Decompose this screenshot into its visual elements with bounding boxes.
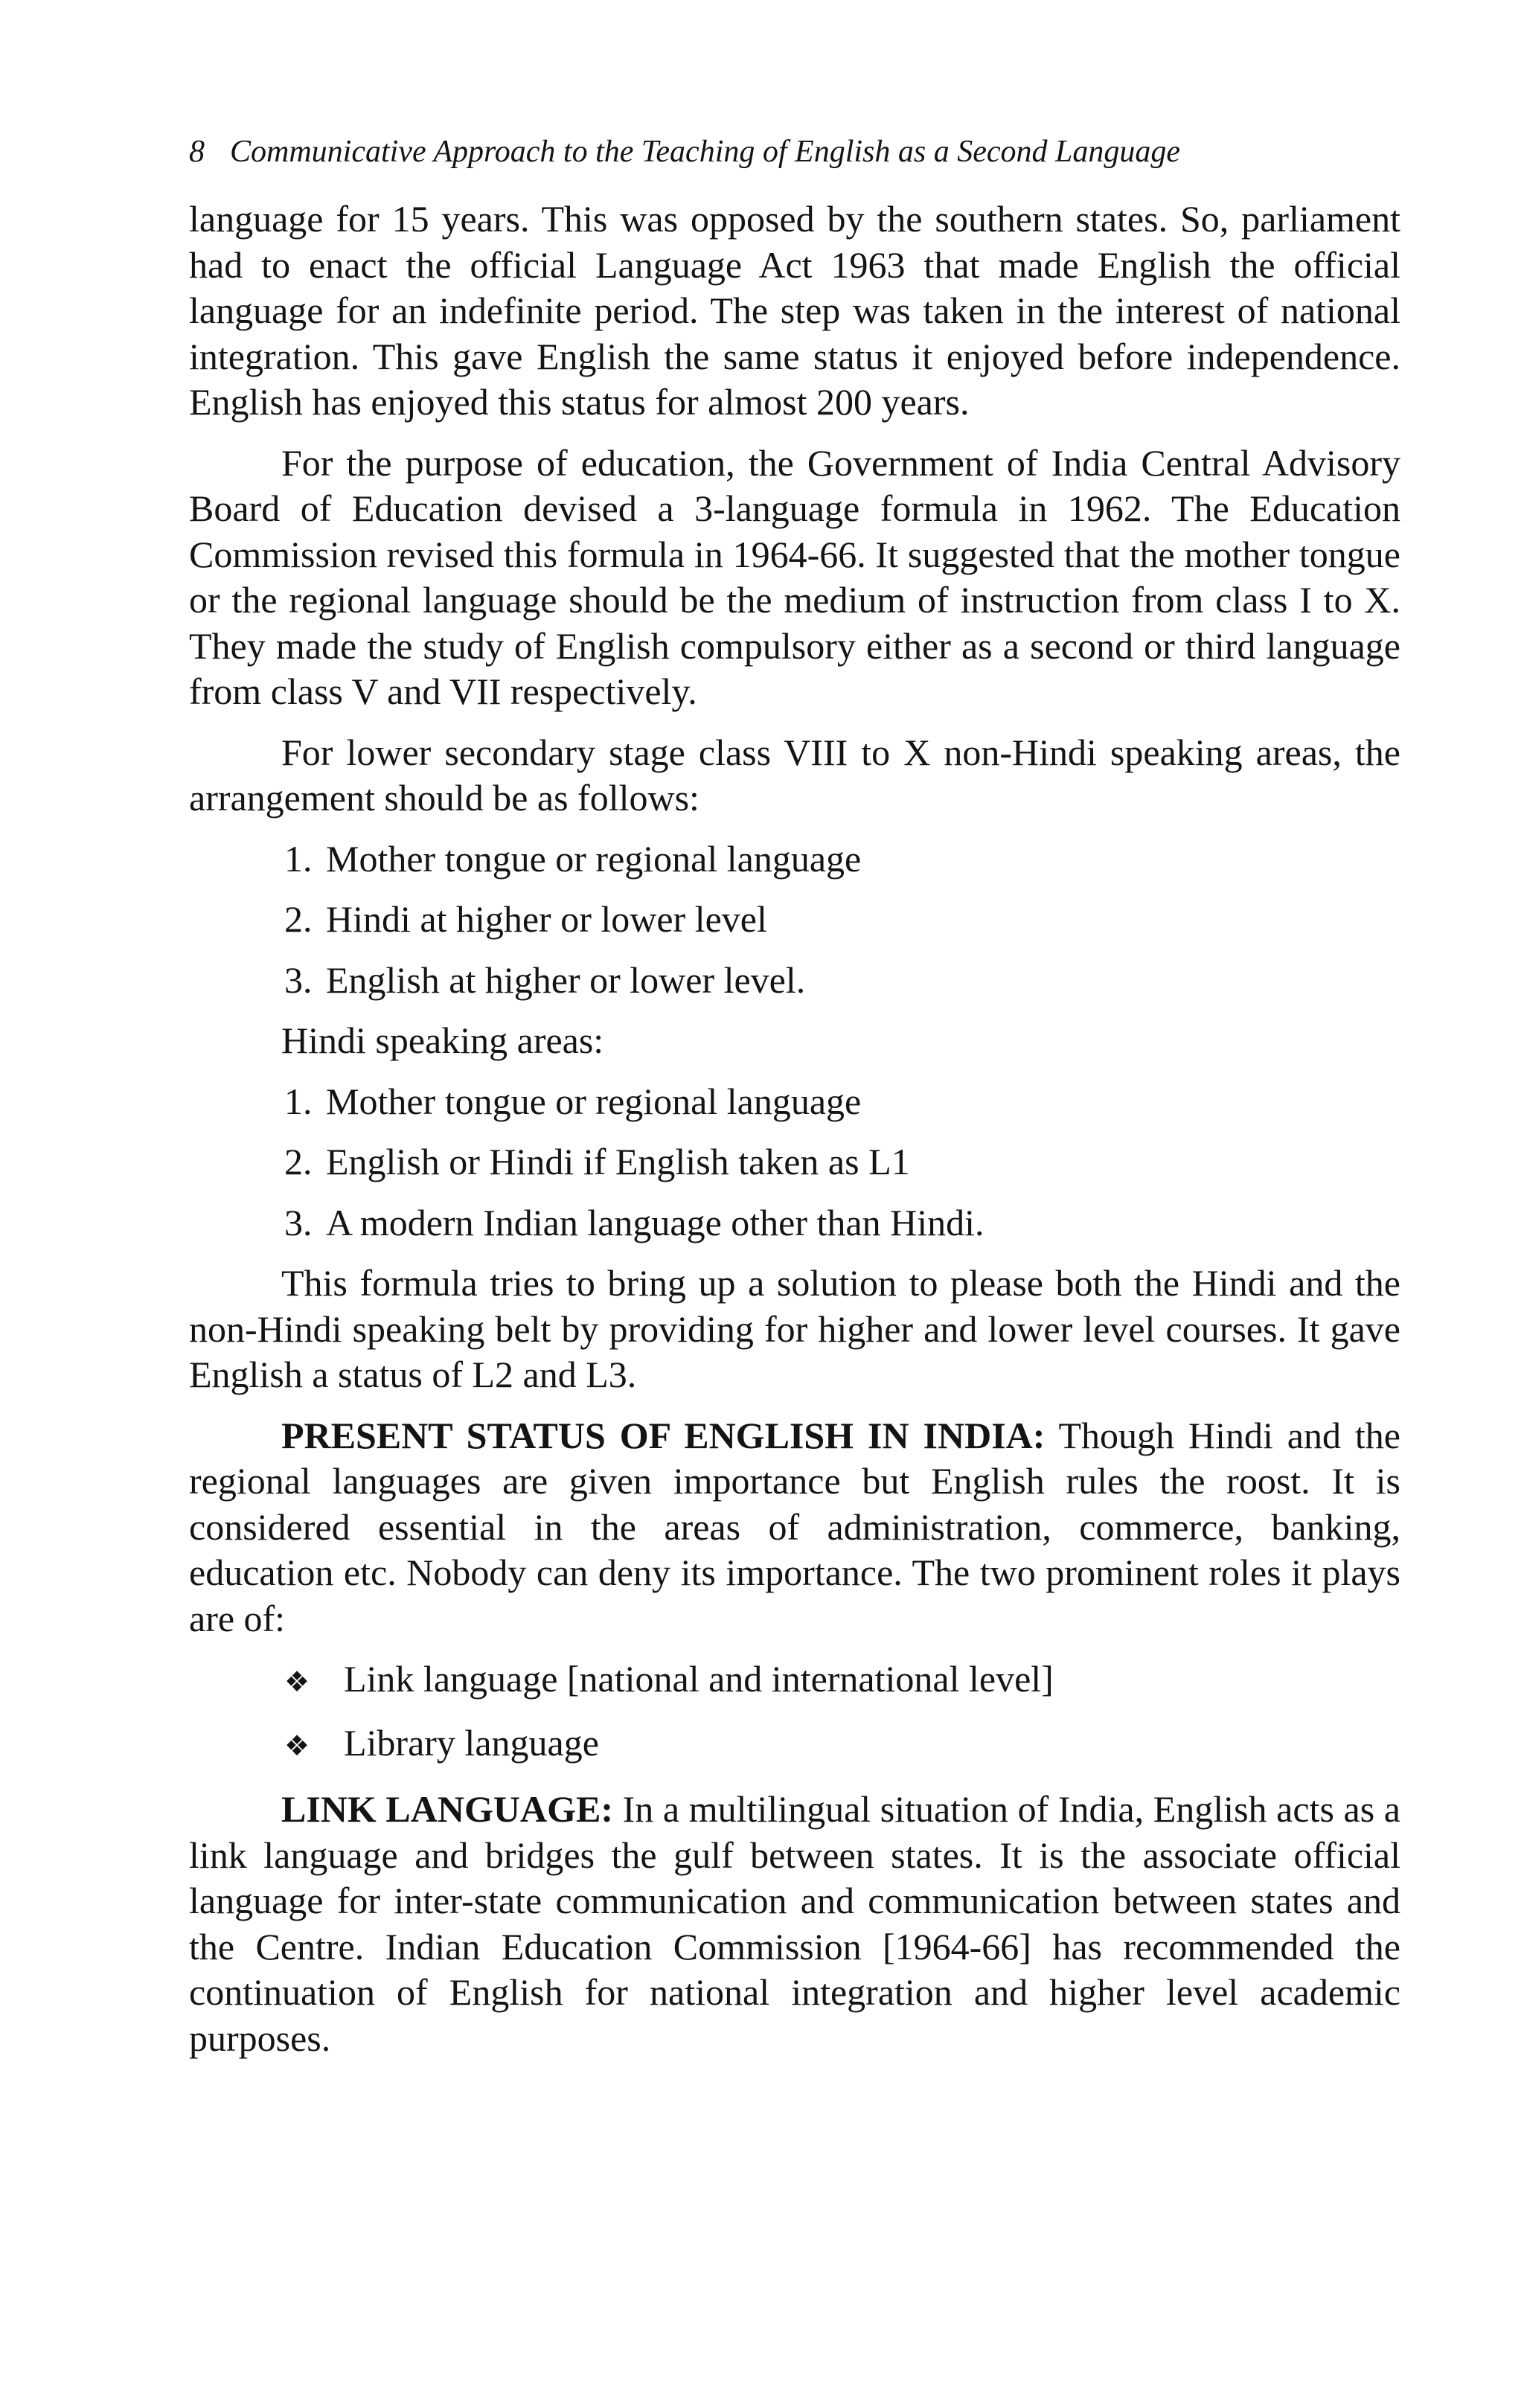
list-item-number: 1. — [284, 1080, 313, 1122]
list-item-text: Hindi at higher or lower level — [326, 898, 767, 940]
list-item-text: Link language [national and international level] — [344, 1658, 1054, 1700]
list-item-number: 2. — [284, 898, 313, 940]
list-item-text: Mother tongue or regional language — [326, 837, 862, 880]
list-item — [284, 1079, 1400, 1125]
non-hindi-language-list — [189, 836, 1400, 1004]
list-item — [284, 1200, 1400, 1246]
list-item-number: 1. — [284, 837, 313, 880]
link-language-body: In a multilingual situation of India, English acts as a link language and bridges the gulf between states. It is the associate official language for inter-state communication and communication between states and the Centre. Indian Education Commission [1964-66] has recommended the continuation of English for national integration and higher level academic purposes. — [189, 1788, 1400, 2059]
list-item — [284, 1656, 1400, 1706]
list-item — [284, 958, 1400, 1004]
paragraph-three-language-formula: For the purpose of education, the Government of India Central Advisory Board of Education devised a 3-language formula in 1962. The Education Commission revised this formula in 1964-66. It suggested that the mother tongue or the regional language should be the medium of instruction from class I to X. They made the study of English compulsory either as a second or third language from class V and VII respectively. — [189, 441, 1400, 712]
list-item — [284, 836, 1400, 883]
paragraph-link-language — [189, 1787, 1400, 2061]
list-item — [284, 1720, 1400, 1770]
english-roles-list — [189, 1656, 1400, 1769]
diamond-bullet-icon: ❖ — [284, 1729, 310, 1762]
paragraph-present-status — [189, 1413, 1400, 1642]
running-head — [189, 131, 1400, 173]
hindi-areas-heading: Hindi speaking areas: — [281, 1019, 604, 1061]
paragraph-formula-summary: This formula tries to bring up a solution to please both the Hindi and the non-Hindi speaking belt by providing for higher and lower level courses. It gave English a status of L2 and L3. — [189, 1262, 1400, 1395]
list-item-text: Mother tongue or regional language — [326, 1080, 862, 1122]
list-item-number: 2. — [284, 1141, 313, 1182]
section-heading-link-language: LINK LANGUAGE: — [281, 1788, 613, 1830]
page-number: 8 — [189, 135, 205, 169]
book-page — [189, 131, 1400, 2076]
section-heading-present-status: PRESENT STATUS OF ENGLISH IN INDIA: — [281, 1414, 1046, 1456]
paragraph-official-language-act: language for 15 years. This was opposed by the southern states. So, parliament had to enact the official Language Act 1963 that made English the official language for an indefinite period. The step was taken in the interest of national integration. This gave English the same status it enjoyed before independence. English has enjoyed this status for almost 200 years. — [189, 198, 1400, 423]
hindi-language-list — [189, 1079, 1400, 1246]
diamond-bullet-icon: ❖ — [284, 1665, 310, 1698]
list-item-number: 3. — [284, 958, 313, 1001]
list-item-text: Library language — [344, 1721, 599, 1764]
present-status-body: Though Hindi and the regional languages are given importance but English rules the roost. It is considered essential in the areas of administration, commerce, banking, education etc. Nobody can deny its importance. The two prominent roles it plays are of: — [189, 1414, 1400, 1639]
list-item-text: English at higher or lower level. — [326, 958, 806, 1001]
list-item-text: English or Hindi if English taken as L1 — [326, 1141, 910, 1182]
list-item — [284, 897, 1400, 943]
running-head-title: Communicative Approach to the Teaching of English as a Second Language — [230, 135, 1181, 169]
list-item — [284, 1139, 1400, 1185]
list-item-number: 3. — [284, 1201, 313, 1243]
paragraph-lower-secondary-arrangement: For lower secondary stage class VIII to X non-Hindi speaking areas, the arrangement should be as follows: — [189, 731, 1400, 819]
list-item-text: A modern Indian language other than Hindi. — [326, 1201, 984, 1243]
